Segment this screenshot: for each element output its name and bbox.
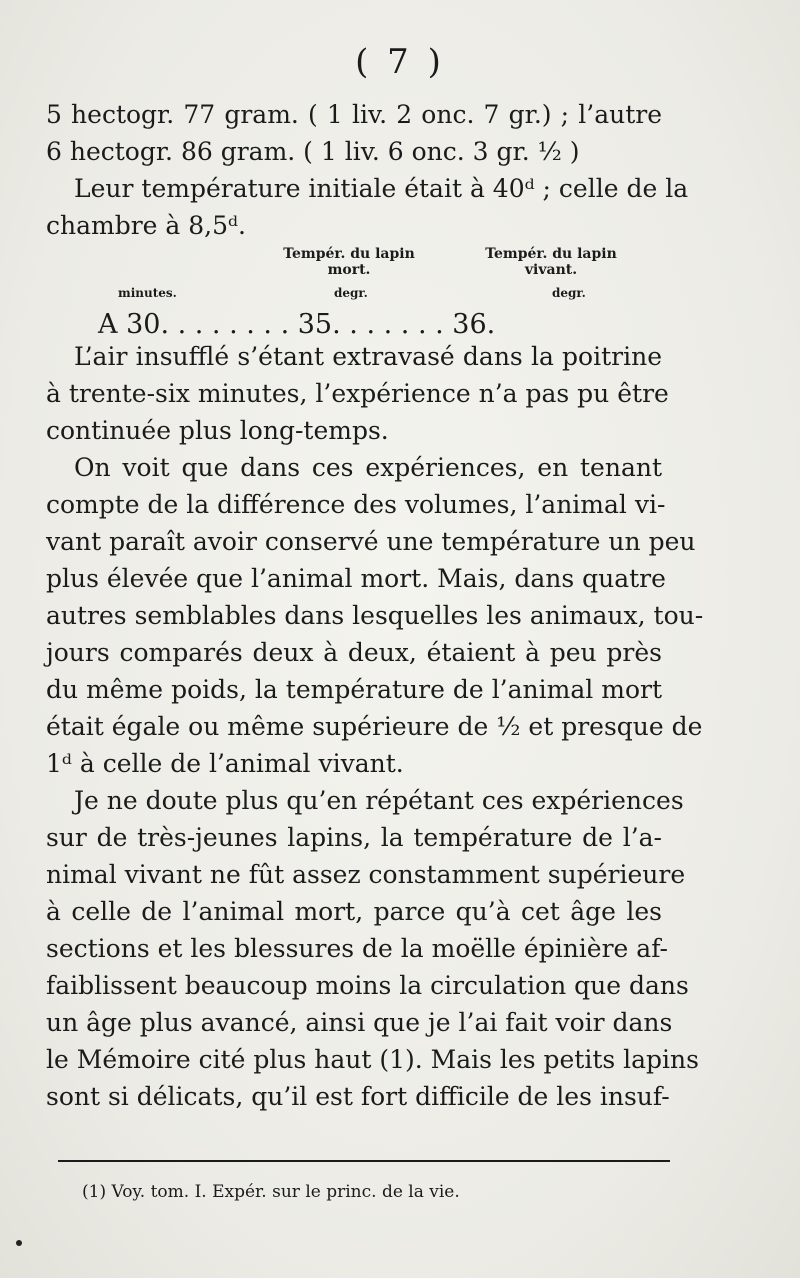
text-line: sections et les blessures de la moëlle épinière af- <box>46 934 668 963</box>
text-line: 5 hectogr. 77 gram. ( 1 liv. 2 onc. 7 gr.) ; l’autre <box>46 100 662 129</box>
body-text <box>46 96 704 1115</box>
text-line: On voit que dans ces expériences, en tenant <box>74 453 662 482</box>
text-line: Je ne doute plus qu’en répétant ces expériences <box>74 786 684 815</box>
ink-speck <box>16 1240 22 1246</box>
text-line: continuée plus long-temps. <box>46 416 389 445</box>
text-line: autres semblables dans lesquelles les animaux, tou- <box>46 601 704 630</box>
text-line: sur de très-jeunes lapins, la température de l’a- <box>46 823 662 852</box>
text-line: était égale ou même supérieure de ½ et presque de <box>46 712 703 741</box>
footnote-rule <box>58 1160 670 1162</box>
text-line: jours comparés deux à deux, étaient à peu près <box>46 638 662 667</box>
text-line: à celle de l’animal mort, parce qu’à cet âge les <box>46 897 662 926</box>
page-number: ( 7 ) <box>355 42 445 82</box>
text-line: chambre à 8,5ᵈ. <box>46 211 246 240</box>
text-line: L’air insufflé s’étant extravasé dans la poitrine <box>74 342 662 371</box>
text-line: le Mémoire cité plus haut (1). Mais les petits lapins <box>46 1045 699 1074</box>
text-line: sont si délicats, qu’il est fort difficile de les insuf- <box>46 1082 670 1111</box>
text-line: 6 hectogr. 86 gram. ( 1 liv. 6 onc. 3 gr. ½ ) <box>46 137 580 166</box>
text-line: nimal vivant ne fût assez constamment supérieure <box>46 860 686 889</box>
table-row: A 30. . . . . . . . 35. . . . . . . 36. <box>98 309 496 340</box>
text-line: un âge plus avancé, ainsi que je l’ai fait voir dans <box>46 1008 673 1037</box>
minutes-label: minutes. <box>118 286 177 300</box>
text-line: plus élevée que l’animal mort. Mais, dans quatre <box>46 564 666 593</box>
header-live-rabbit: Tempér. du lapin vivant. <box>485 246 617 278</box>
text-line: vant paraît avoir conservé une température un peu <box>46 527 696 556</box>
temperature-table <box>46 244 662 340</box>
text-line: à trente-six minutes, l’expérience n’a pas pu être <box>46 379 669 408</box>
unit-alive: degr. <box>552 286 586 300</box>
text-line: 1ᵈ à celle de l’animal vivant. <box>46 749 404 778</box>
text-line: compte de la différence des volumes, l’animal vi- <box>46 490 666 519</box>
text-line: faiblissent beaucoup moins la circulation que dans <box>46 971 689 1000</box>
text-line: Leur température initiale était à 40ᵈ ; celle de la <box>74 174 689 203</box>
header-dead-rabbit: Tempér. du lapin mort. <box>283 246 415 278</box>
text-line: du même poids, la température de l’animal mort <box>46 675 662 704</box>
unit-dead: degr. <box>334 286 368 300</box>
footnote: (1) Voy. tom. I. Expér. sur le princ. de la vie. <box>82 1182 460 1202</box>
